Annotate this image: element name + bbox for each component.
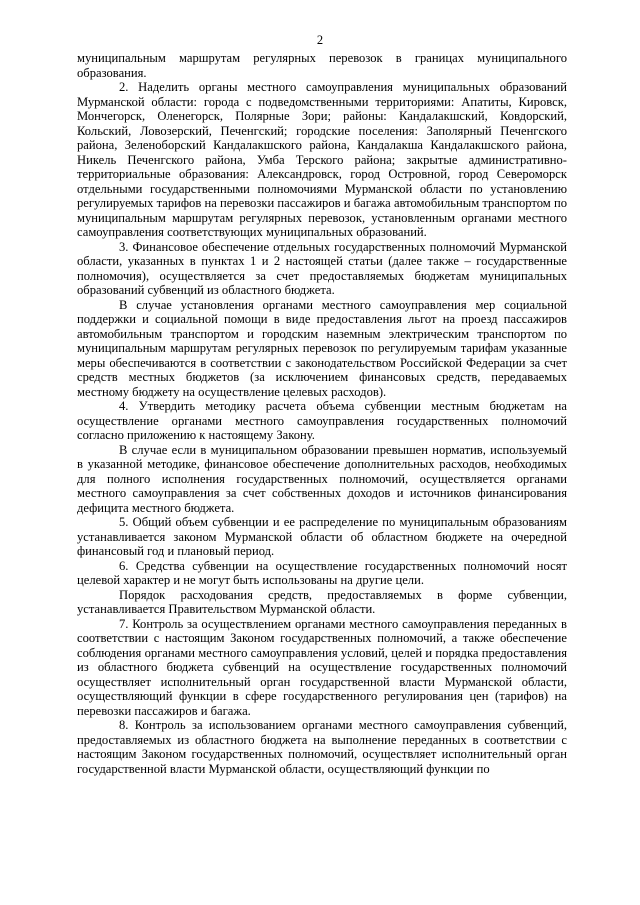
- paragraph-item-4: 4. Утвердить методику расчета объема субвенции местным бюджетам на осуществление органами местного самоуправления государственных полномочий согласно приложению к настоящему Закону.: [77, 399, 567, 442]
- paragraph-item-3: 3. Финансовое обеспечение отдельных государственных полномочий Мурманской области, указанных в пунктах 1 и 2 настоящей статьи (далее также – государственные полномочия), осуществляется за счет предоставляемых бюджетам муниципальных образований субвенций из областного бюджета.: [77, 239, 567, 297]
- paragraph-item-2: 2. Наделить органы местного самоуправления муниципальных образований Мурманской области: города с подведомственными территориями: Апатиты, Кировск, Мончегорск, Оленегорск, Полярные Зори; районы: Кандалакшский, Ковдорский, Кольский, Ловозерский, Печенгский; городские поселения: Заполярный Печенгского района, Зеленоборский Кандалакшского района, Кандалакша Кандалакшского района, Никель Печенгского района, Умба Терского района; закрытые административно-территориальные образования: Александровск, город Островной, город Североморск отдельными государственными полномочиями Мурманской области по установлению регулируемых тарифов на перевозки пассажиров и багажа автомобильным транспортом по муниципальным маршрутам регулярных перевозок, установленным органами местного самоуправления соответствующих муниципальных образований.: [77, 80, 567, 239]
- paragraph-item-7: 7. Контроль за осуществлением органами местного самоуправления переданных в соответствии с настоящим Законом государственных полномочий, а также обеспечение соблюдения органами местного самоуправления условий, целей и порядка предоставления из областного бюджета субвенций на осуществление государственных полномочий осуществляет исполнительный орган государственной власти Мурманской области, осуществляющий функции в сфере государственного регулирования цен (тарифов) на перевозки пассажиров и багажа.: [77, 616, 567, 718]
- paragraph-item-8: 8. Контроль за использованием органами местного самоуправления субвенций, предоставляемых из областного бюджета на выполнение переданных в соответствии с настоящим Законом государственных полномочий, осуществляет исполнительный орган государственной власти Мурманской области, осуществляющий функции по: [77, 718, 567, 776]
- page-number: 2: [316, 33, 324, 47]
- paragraph-item-5: 5. Общий объем субвенции и ее распределение по муниципальным образованиям устанавливается законом Мурманской области об областном бюджете на очередной финансовый год и плановый период.: [77, 515, 567, 558]
- paragraph-item-4-norm-exceeded: В случае если в муниципальном образовании превышен норматив, используемый в указанной методике, финансовое обеспечение дополнительных расходов, необходимых для полного исполнения государственных полномочий, осуществляется органами местного самоуправления за счет собственных доходов и источников финансирования дефицита местного бюджета.: [77, 442, 567, 515]
- paragraph-item-6: 6. Средства субвенции на осуществление государственных полномочий носят целевой характер и не могут быть использованы на другие цели.: [77, 558, 567, 587]
- document-body: [77, 51, 567, 776]
- paragraph-item-6-spending-procedure: Порядок расходования средств, предоставляемых в форме субвенции, устанавливается Правительством Мурманской области.: [77, 587, 567, 616]
- paragraph-item-3-social-support: В случае установления органами местного самоуправления мер социальной поддержки и социальной помощи в виде предоставления льгот на проезд пассажиров автомобильным транспортом и городским наземным электрическим транспортом по муниципальным маршрутам регулярных перевозок по регулируемым тарифам указанные меры обеспечиваются в соответствии с законодательством Российской Федерации за счет средств местных бюджетов (за исключением финансовых средств, передаваемых местному бюджету на осуществление целевых расходов).: [77, 297, 567, 399]
- paragraph-continuation: муниципальным маршрутам регулярных перевозок в границах муниципального образования.: [77, 51, 567, 80]
